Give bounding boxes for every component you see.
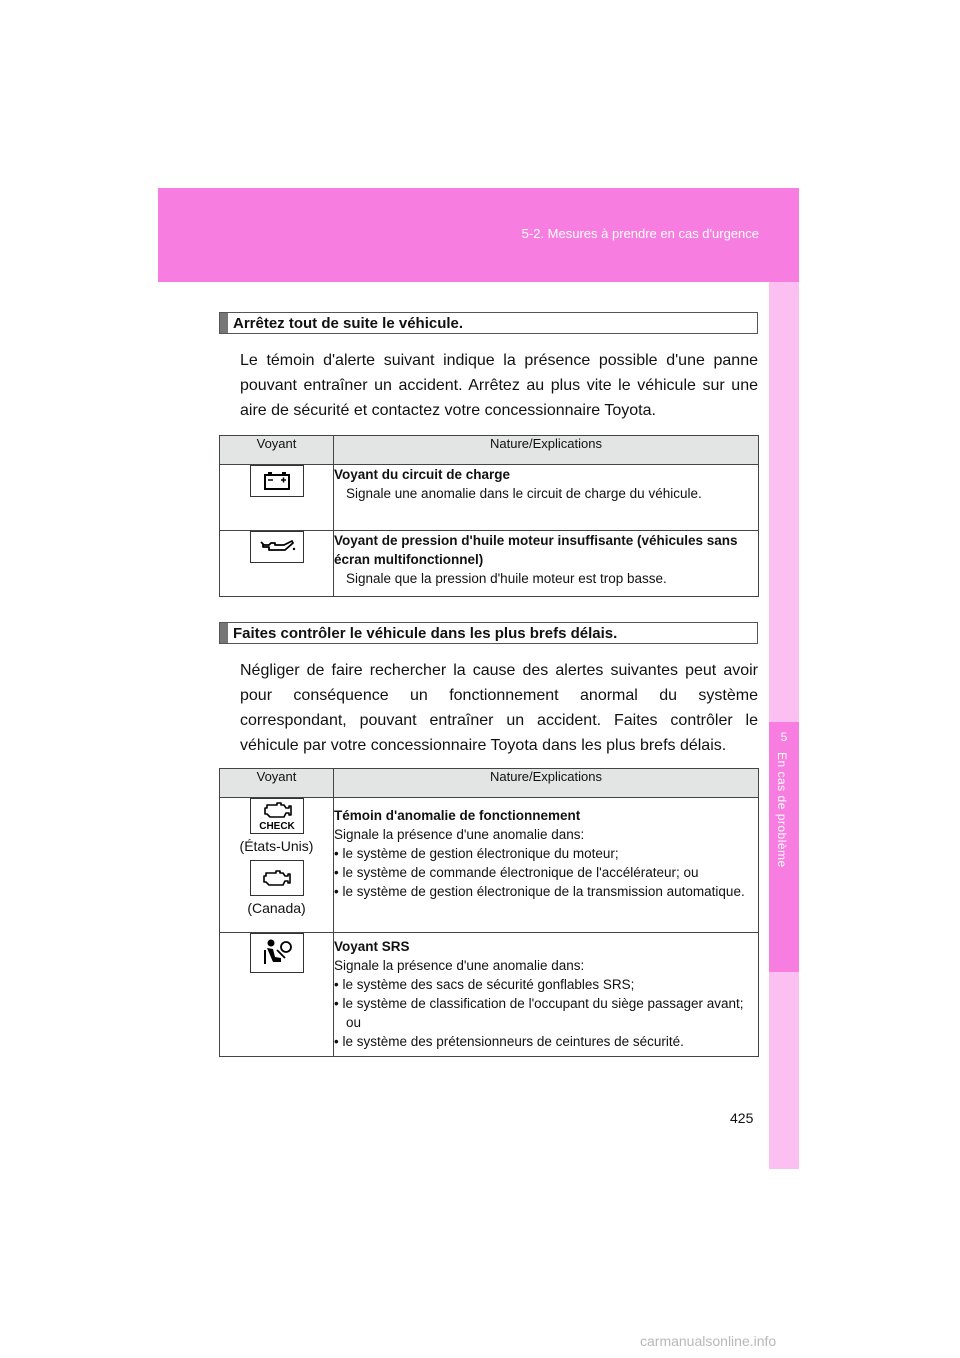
section-heading-stop xyxy=(219,312,758,334)
region-caption: (Canada) xyxy=(247,900,306,916)
warning-text: Signale une anomalie dans le circuit de charge du véhicule. xyxy=(346,486,702,501)
engine-icon xyxy=(250,860,304,896)
bullet-item: • le système de gestion électronique de la transmission automatique. xyxy=(334,884,745,899)
explanation-cell xyxy=(334,531,759,597)
watermark: carmanualsonline.info xyxy=(640,1333,777,1349)
warning-title: Témoin d'anomalie de fonctionnement xyxy=(334,808,581,823)
page-number: 425 xyxy=(730,1110,754,1126)
bullet-item: • le système de commande électronique de l'accélérateur; ou xyxy=(334,865,699,880)
section-title: Arrêtez tout de suite le véhicule. xyxy=(233,315,464,332)
check-engine-icon xyxy=(250,798,304,834)
heading-bar xyxy=(220,313,228,333)
airbag-icon xyxy=(250,933,304,973)
column-header: Voyant xyxy=(220,436,334,465)
table-row xyxy=(220,798,759,933)
warning-intro: Signale la présence d'une anomalie dans: xyxy=(334,958,585,973)
bullet-item: • le système des prétensionneurs de ceintures de sécurité. xyxy=(334,1034,684,1049)
explanation-cell xyxy=(334,465,759,531)
warning-table-check xyxy=(219,768,759,1057)
region-caption: (États-Unis) xyxy=(239,838,314,854)
svg-text:CHECK: CHECK xyxy=(258,821,295,832)
chapter-label: En cas de problème xyxy=(775,752,789,868)
icon-cell xyxy=(220,933,334,1057)
icon-cell xyxy=(220,798,334,933)
header-band xyxy=(158,188,799,282)
icon-cell xyxy=(220,531,334,597)
side-strip xyxy=(769,282,799,1169)
heading-bar xyxy=(220,623,228,643)
explanation-cell xyxy=(334,933,759,1057)
warning-text: Signale que la pression d'huile moteur est trop basse. xyxy=(346,571,667,586)
explanation-cell xyxy=(334,798,759,933)
warning-title: Voyant du circuit de charge xyxy=(334,467,511,482)
warning-intro: Signale la présence d'une anomalie dans: xyxy=(334,827,585,842)
icon-cell xyxy=(220,465,334,531)
table-row xyxy=(220,465,759,531)
table-row xyxy=(220,933,759,1057)
table-header-row xyxy=(220,436,759,465)
breadcrumb: 5-2. Mesures à prendre en cas d'urgence xyxy=(521,226,759,241)
oil-can-icon xyxy=(250,531,304,563)
column-header: Voyant xyxy=(220,769,334,798)
warning-title: Voyant de pression d'huile moteur insuffisante (véhicules sans écran multifonctionnel) xyxy=(334,533,738,567)
warning-table-stop xyxy=(219,435,759,597)
warning-title: Voyant SRS xyxy=(334,939,410,954)
section-title: Faites contrôler le véhicule dans les plus brefs délais. xyxy=(233,625,618,642)
bullet-item: • le système des sacs de sécurité gonflables SRS; xyxy=(334,977,635,992)
column-header: Nature/Explications xyxy=(334,769,759,798)
section-paragraph: Le témoin d'alerte suivant indique la présence possible d'une panne pouvant entraîner un accident. Arrêtez au plus vite le véhicule sur une aire de sécurité et contactez votre concessionnaire Toyota. xyxy=(240,352,758,419)
table-row xyxy=(220,531,759,597)
battery-icon xyxy=(250,465,304,497)
section-heading-check xyxy=(219,622,758,644)
chapter-tab[interactable] xyxy=(769,722,799,972)
column-header: Nature/Explications xyxy=(334,436,759,465)
table-header-row xyxy=(220,769,759,798)
bullet-item: • le système de gestion électronique du moteur; xyxy=(334,846,619,861)
section-paragraph: Négliger de faire rechercher la cause des alertes suivantes peut avoir pour conséquence un fonctionnement anormal du système correspondant, pouvant entraîner un accident. Faites contrôler le véhicule par votre concessionnaire Toyota dans les plus brefs délais. xyxy=(240,662,758,754)
bullet-item: • le système de classification de l'occupant du siège passager avant; ou xyxy=(334,996,744,1030)
chapter-number: 5 xyxy=(780,730,788,744)
